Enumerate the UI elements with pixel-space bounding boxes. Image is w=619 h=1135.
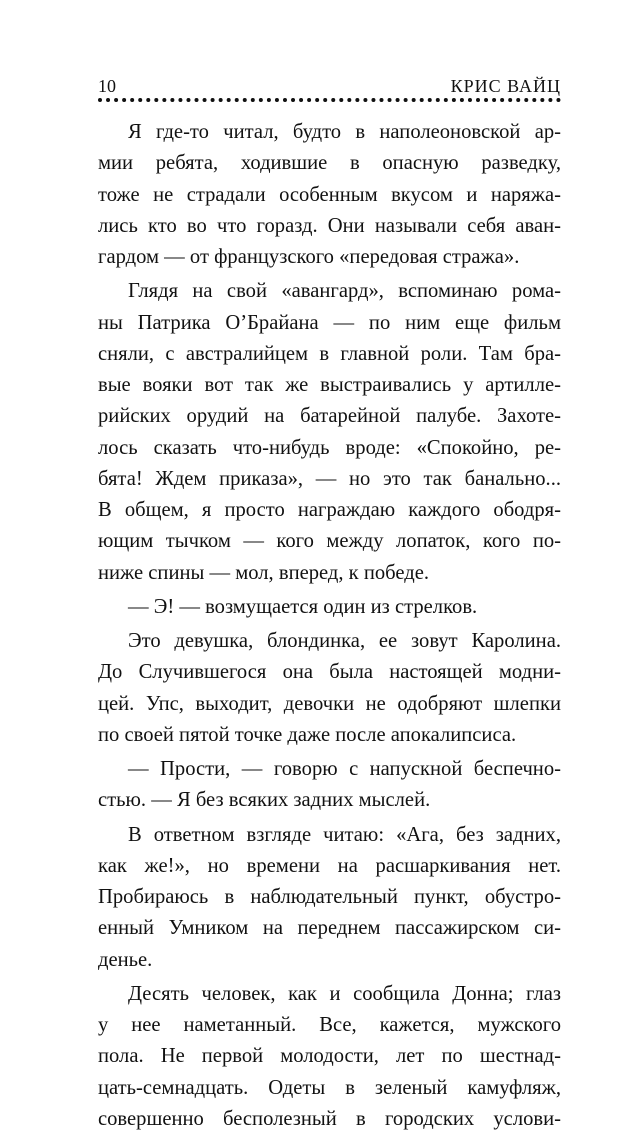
text-line: Десять человек, как и сообщила Донна; глаз: [128, 982, 561, 1005]
running-head: [98, 74, 561, 98]
text-line: ниже спины — мол, вперед, к победе.: [98, 561, 429, 584]
text-line: сняли, с австралийцем в главной роли. Там бра-: [98, 342, 561, 365]
text-line: бята! Ждем приказа», — но это так банально...: [98, 467, 561, 490]
text-line: мии ребята, ходившие в опасную разведку,: [98, 152, 561, 175]
text-line: Я где-то читал, будто в наполеоновской ар-: [128, 121, 561, 143]
text-line: пола. Не первой молодости, лет по шестнад-: [98, 1045, 561, 1068]
text-line: тоже не страдали особенным вкусом и наряжа-: [98, 183, 561, 206]
text-line: Это девушка, блондинка, ее зовут Каролина.: [128, 630, 561, 652]
text-line: В ответном взгляде читаю: «Ага, без задних,: [128, 823, 561, 846]
text-line: у нее наметанный. Все, кажется, мужского: [98, 1014, 561, 1036]
text-line: — Э! — возмущается один из стрелков.: [128, 595, 478, 618]
header-dotted-rule: [98, 98, 561, 102]
text-line: совершенно бесполезный в городских услови-: [98, 1107, 561, 1130]
text-line: гардом — от французского «передовая стража».: [98, 246, 520, 268]
text-line: лось сказать что-нибудь вроде: «Спокойно, ре-: [98, 436, 561, 459]
text-line: — Прости, — говорю с напускной беспечно-: [128, 758, 561, 780]
text-line: цать-семнадцать. Одеты в зеленый камуфляж,: [98, 1076, 561, 1099]
text-line: рийских орудий на батарейной палубе. Захоте-: [98, 405, 561, 428]
text-line: цей. Упс, выходит, девочки не одобряют шлепки: [98, 692, 561, 715]
text-line: енный Умником на переднем пассажирском си-: [98, 917, 561, 940]
text-line: вые вояки вот так же выстраивались у артилле-: [98, 374, 561, 396]
body-text: [98, 117, 561, 1135]
text-line: как же!», но времени на расшаркивания нет.: [98, 854, 561, 877]
text-line: ющим тычком — кого между лопаток, кого по-: [98, 530, 561, 553]
text-line: стью. — Я без всяких задних мыслей.: [98, 789, 431, 812]
page-number: 10: [98, 76, 116, 96]
text-line: В общем, я просто награждаю каждого ободря-: [98, 499, 561, 521]
text-line: ны Патрика О’Брайана — по ним еще фильм: [98, 311, 561, 334]
text-line: лись кто во что горазд. Они называли себя аван-: [98, 214, 561, 237]
text-line: денье.: [98, 948, 153, 971]
text-line: До Случившегося она была настоящей модни-: [98, 661, 561, 684]
text-line: Глядя на свой «авангард», вспоминаю рома-: [128, 280, 561, 303]
running-title: КРИС ВАЙЦ: [450, 76, 561, 96]
text-line: по своей пятой точке даже после апокалипсиса.: [98, 723, 517, 746]
text-line: Пробираюсь в наблюдательный пункт, обустро-: [98, 886, 561, 908]
